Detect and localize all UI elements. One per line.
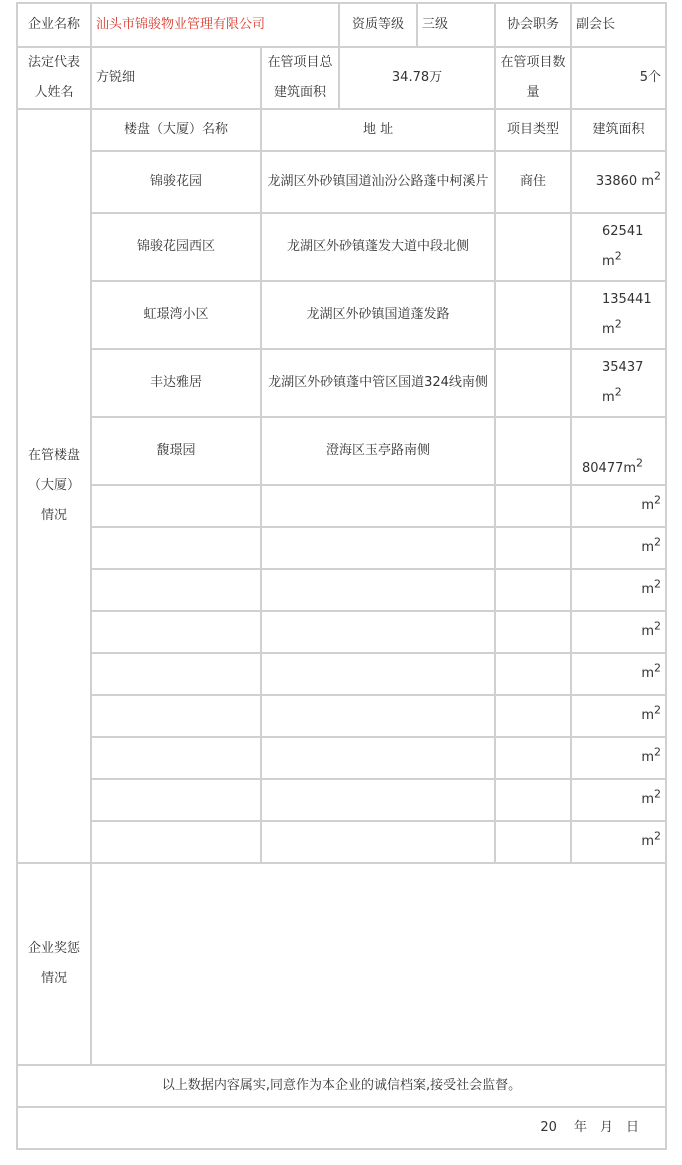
- area-unit: m: [641, 750, 655, 765]
- empty-type-cell: [495, 737, 571, 779]
- area-exponent: 2: [654, 703, 662, 717]
- table-row: [17, 695, 666, 737]
- properties-header-row: [17, 109, 666, 151]
- empty-name-cell: [91, 611, 261, 653]
- awards-row: [17, 863, 666, 1065]
- property-area: [571, 417, 666, 485]
- property-address: 龙湖区外砂镇国道汕汾公路蓬中柯溪片: [261, 151, 495, 213]
- area-unit: m: [641, 624, 655, 639]
- empty-type-cell: [495, 821, 571, 863]
- area-unit: m: [641, 498, 655, 513]
- property-type: 商住: [495, 151, 571, 213]
- empty-type-cell: [495, 611, 571, 653]
- area-exponent: 2: [654, 619, 662, 633]
- property-name: 馥璟园: [91, 417, 261, 485]
- area-unit: m: [641, 708, 655, 723]
- table-row: [17, 349, 666, 417]
- table-row: [17, 417, 666, 485]
- property-type: [495, 281, 571, 349]
- area-value: 80477: [582, 461, 624, 476]
- area-exponent: 2: [654, 577, 662, 591]
- total-area-value: 34.78万: [339, 47, 495, 109]
- project-count-value: 5个: [571, 47, 666, 109]
- area-value: 62541: [602, 224, 644, 239]
- empty-type-cell: [495, 695, 571, 737]
- area-unit: m: [641, 834, 655, 849]
- area-exponent: 2: [614, 249, 622, 263]
- table-row: [17, 737, 666, 779]
- property-type: [495, 349, 571, 417]
- empty-area-cell: [571, 569, 666, 611]
- qualification-grade-label: 资质等级: [339, 3, 417, 47]
- empty-area-cell: [571, 611, 666, 653]
- property-address: 龙湖区外砂镇蓬发大道中段北侧: [261, 213, 495, 281]
- property-area: [571, 213, 666, 281]
- company-info-table: [16, 2, 667, 1150]
- empty-address-cell: [261, 653, 495, 695]
- property-type: [495, 417, 571, 485]
- area-unit: m: [602, 322, 615, 337]
- table-row: [17, 569, 666, 611]
- empty-address-cell: [261, 779, 495, 821]
- table-row: [17, 281, 666, 349]
- awards-content: [91, 863, 666, 1065]
- empty-name-cell: [91, 737, 261, 779]
- empty-address-cell: [261, 695, 495, 737]
- area-unit: m: [641, 582, 655, 597]
- property-name: 虹璟湾小区: [91, 281, 261, 349]
- property-name: 锦骏花园: [91, 151, 261, 213]
- empty-address-cell: [261, 569, 495, 611]
- qualification-grade-value: 三级: [417, 3, 495, 47]
- property-address: 澄海区玉亭路南侧: [261, 417, 495, 485]
- area-exponent: 2: [614, 385, 622, 399]
- empty-address-cell: [261, 737, 495, 779]
- empty-area-cell: [571, 821, 666, 863]
- empty-name-cell: [91, 527, 261, 569]
- empty-type-cell: [495, 779, 571, 821]
- table-row: [17, 653, 666, 695]
- date-line: 20 年 月 日: [17, 1107, 666, 1149]
- empty-name-cell: [91, 695, 261, 737]
- property-area: [571, 281, 666, 349]
- area-unit: m: [641, 666, 655, 681]
- area-exponent: 2: [636, 456, 644, 470]
- association-position-value: 副会长: [571, 3, 666, 47]
- property-name: 锦骏花园西区: [91, 213, 261, 281]
- empty-area-cell: [571, 485, 666, 527]
- area-unit: m: [602, 254, 615, 269]
- table-row: [17, 527, 666, 569]
- empty-area-cell: [571, 695, 666, 737]
- empty-address-cell: [261, 485, 495, 527]
- total-area-label: 在管项目总建筑面积: [261, 47, 339, 109]
- area-exponent: 2: [654, 787, 662, 801]
- property-address: 龙湖区外砂镇蓬中管区国道324线南侧: [261, 349, 495, 417]
- empty-name-cell: [91, 653, 261, 695]
- table-row: [17, 611, 666, 653]
- area-unit: m: [641, 174, 655, 189]
- area-unit: m: [641, 540, 655, 555]
- area-value: 33860: [595, 174, 642, 189]
- area-exponent: 2: [654, 829, 662, 843]
- table-row: [17, 779, 666, 821]
- empty-name-cell: [91, 821, 261, 863]
- header-address: 地 址: [261, 109, 495, 151]
- properties-section-label: 在管楼盘（大厦）情况: [17, 109, 91, 863]
- company-name-value: 汕头市锦骏物业管理有限公司: [91, 3, 339, 47]
- area-exponent: 2: [654, 169, 662, 183]
- area-unit: m: [602, 390, 615, 405]
- awards-label: 企业奖惩情况: [17, 863, 91, 1065]
- table-row: [17, 213, 666, 281]
- empty-area-cell: [571, 527, 666, 569]
- empty-name-cell: [91, 485, 261, 527]
- area-exponent: 2: [654, 661, 662, 675]
- empty-name-cell: [91, 569, 261, 611]
- area-unit: m: [641, 792, 655, 807]
- empty-address-cell: [261, 527, 495, 569]
- project-count-label: 在管项目数量: [495, 47, 571, 109]
- area-value: 35437: [602, 360, 644, 375]
- property-address: 龙湖区外砂镇国道蓬发路: [261, 281, 495, 349]
- empty-type-cell: [495, 485, 571, 527]
- empty-address-cell: [261, 611, 495, 653]
- area-exponent: 2: [654, 745, 662, 759]
- area-value: 135441: [602, 292, 652, 307]
- area-exponent: 2: [614, 317, 622, 331]
- header-property-name: 楼盘（大厦）名称: [91, 109, 261, 151]
- company-name-label: 企业名称: [17, 3, 91, 47]
- legal-representative-value: 方锐细: [91, 47, 261, 109]
- table-row: [17, 151, 666, 213]
- empty-type-cell: [495, 653, 571, 695]
- area-unit: m: [623, 461, 637, 476]
- empty-type-cell: [495, 569, 571, 611]
- company-row: [17, 3, 666, 47]
- statement-row: [17, 1065, 666, 1107]
- header-project-type: 项目类型: [495, 109, 571, 151]
- property-type: [495, 213, 571, 281]
- empty-area-cell: [571, 779, 666, 821]
- legal-representative-label: 法定代表人姓名: [17, 47, 91, 109]
- table-row: [17, 821, 666, 863]
- empty-area-cell: [571, 737, 666, 779]
- empty-address-cell: [261, 821, 495, 863]
- statement-text: 以上数据内容属实,同意作为本企业的诚信档案,接受社会监督。: [17, 1065, 666, 1107]
- date-row: [17, 1107, 666, 1149]
- property-name: 丰达雅居: [91, 349, 261, 417]
- empty-name-cell: [91, 779, 261, 821]
- empty-type-cell: [495, 527, 571, 569]
- area-exponent: 2: [654, 535, 662, 549]
- property-area: [571, 349, 666, 417]
- empty-area-cell: [571, 653, 666, 695]
- association-position-label: 协会职务: [495, 3, 571, 47]
- table-row: [17, 485, 666, 527]
- legal-row: [17, 47, 666, 109]
- property-area: [571, 151, 666, 213]
- header-floor-area: 建筑面积: [571, 109, 666, 151]
- area-exponent: 2: [654, 493, 662, 507]
